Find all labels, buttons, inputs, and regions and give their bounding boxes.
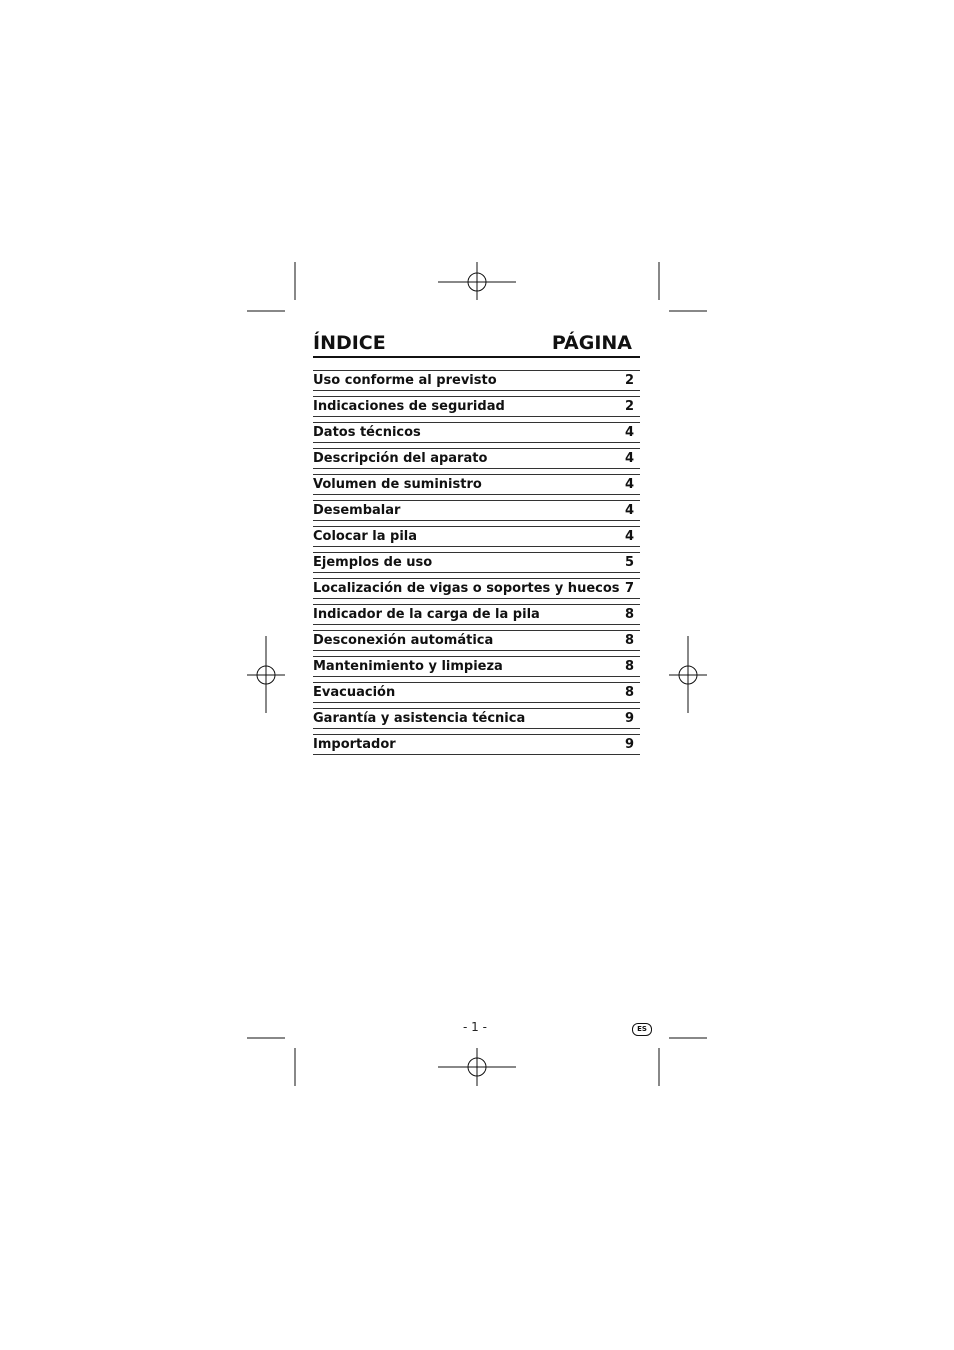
table-of-contents [313,330,640,760]
toc-entry-title: Descripción del aparato [313,451,488,466]
toc-entry-title: Colocar la pila [313,529,418,544]
toc-entry-title: Importador [313,737,396,752]
toc-entry-title: Indicaciones de seguridad [313,399,505,414]
toc-entry-page: 8 [624,607,634,622]
toc-entry [313,526,640,547]
toc-entry-page: 4 [624,451,634,466]
toc-entry-title: Localización de vigas o soportes y huecos [313,581,620,596]
toc-list [313,370,640,755]
toc-entry-page: 9 [624,737,634,752]
page-number: - 1 - [463,1020,487,1034]
toc-heading-page: PÁGINA [551,332,632,354]
toc-entry [313,448,640,469]
toc-entry-page: 7 [624,581,634,596]
toc-entry-page: 4 [624,503,634,518]
toc-entry [313,708,640,729]
toc-entry [313,500,640,521]
toc-entry-page: 4 [624,425,634,440]
toc-entry [313,656,640,677]
toc-entry [313,604,640,625]
toc-entry [313,396,640,417]
toc-entry-title: Desconexión automática [313,633,494,648]
toc-entry-page: 9 [624,711,634,726]
toc-entry-page: 5 [624,555,634,570]
toc-entry-page: 4 [624,477,634,492]
toc-entry-title: Uso conforme al previsto [313,373,497,388]
language-badge: ES [632,1023,652,1036]
toc-heading-index: ÍNDICE [313,332,386,354]
toc-entry [313,474,640,495]
toc-entry-title: Garantía y asistencia técnica [313,711,526,726]
toc-entry [313,578,640,599]
toc-entry-page: 8 [624,633,634,648]
toc-entry [313,370,640,391]
toc-entry-title: Indicador de la carga de la pila [313,607,540,622]
toc-entry [313,422,640,443]
toc-entry [313,734,640,755]
toc-entry-page: 8 [624,659,634,674]
toc-entry-title: Ejemplos de uso [313,555,433,570]
toc-entry [313,630,640,651]
toc-entry-title: Volumen de suministro [313,477,482,492]
toc-entry-title: Evacuación [313,685,396,700]
toc-entry-title: Datos técnicos [313,425,421,440]
toc-entry [313,682,640,703]
toc-entry [313,552,640,573]
toc-entry-title: Mantenimiento y limpieza [313,659,503,674]
toc-header [313,330,640,358]
toc-entry-title: Desembalar [313,503,401,518]
toc-entry-page: 2 [624,399,634,414]
toc-entry-page: 8 [624,685,634,700]
toc-entry-page: 2 [624,373,634,388]
toc-entry-page: 4 [624,529,634,544]
